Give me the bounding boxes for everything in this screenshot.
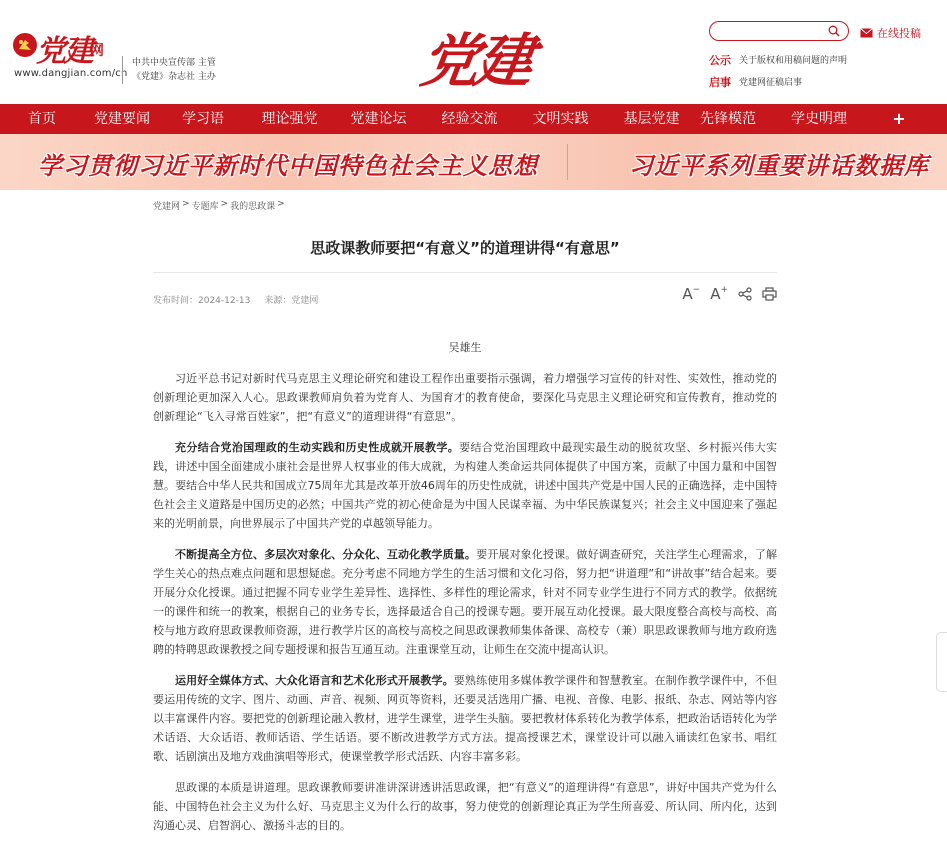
article (153, 215, 777, 847)
breadcrumb-separator: > (220, 199, 229, 209)
main-nav (0, 104, 947, 134)
notice-tag: 公示 (709, 54, 731, 67)
topic-banner (0, 134, 947, 190)
article-author: 吴雄生 (448, 341, 482, 354)
paragraph-lead: 充分结合党治国理政的生动实践和历史性成就开展教学。 (175, 441, 460, 454)
article-paragraph (153, 369, 777, 426)
notice-item[interactable] (709, 50, 847, 72)
search-input[interactable] (710, 25, 830, 43)
nav-item-history[interactable]: 学史明理 (791, 111, 847, 127)
envelope-icon (860, 28, 873, 38)
breadcrumb-home[interactable]: 党建网 (153, 202, 181, 212)
article-tools (682, 285, 777, 303)
breadcrumb-separator: > (182, 199, 190, 209)
nav-item-exchange[interactable]: 经验交流 (441, 111, 498, 127)
article-paragraph (153, 545, 777, 659)
banner-link-left[interactable]: 学习贯彻习近平新时代中国特色社会主义思想 (38, 152, 538, 180)
logo-url: www.dangjian.com/cn (14, 68, 128, 79)
nav-item-civilization[interactable]: 文明实践 (532, 111, 589, 127)
breadcrumb-topics[interactable]: 专题库 (191, 202, 219, 212)
logo-text: 党建 (36, 34, 92, 69)
paragraph-text: 思政课的本质是讲道理。思政课教师要讲准讲深讲透讲活思政课，把“有意义”的道理讲得“有意思”，讲好中国共产党为什么能、中国特色社会主义为什么好、马克思主义为什么行的故事，努力使党的创新理论真正为学生所喜爱、所认同、所内化，达到沟通心灵、启智润心、激扬斗志的目的。 (153, 781, 777, 832)
notice-text: 关于版权和用稿问题的声明 (739, 56, 848, 66)
notice-list (709, 50, 847, 94)
breadcrumb-separator: > (277, 199, 285, 209)
breadcrumb (153, 199, 285, 212)
article-source: 来源：党建网 (264, 296, 319, 306)
party-emblem-icon (12, 32, 38, 58)
print-icon[interactable] (762, 287, 777, 301)
nav-item-grassroots[interactable]: 基层党建 (623, 111, 680, 127)
nav-item-news[interactable]: 党建要闻 (94, 111, 150, 127)
logo-wang: 网 (90, 43, 104, 59)
site-header (0, 0, 947, 104)
article-meta-info (153, 293, 318, 306)
article-body (153, 369, 777, 835)
paragraph-text: 习近平总书记对新时代马克思主义理论研究和建设工程作出重要指示强调，着力增强学习宣传的针对性、实效性，推动党的创新理论更加深入人心。思政课教师肩负着为党育人、为国育才的教育使命，要深化马克思主义理论研究和宣传教育，推动党的创新理论“飞入寻常百姓家”，把“有意义”的道理讲得“有意思”。 (153, 372, 777, 423)
article-paragraph (153, 438, 777, 533)
submit-article-link[interactable] (860, 25, 921, 41)
publish-time: 发布时间：2024-12-13 (153, 296, 251, 306)
site-logo[interactable] (12, 26, 128, 84)
search-icon[interactable] (828, 25, 840, 37)
article-meta (153, 273, 777, 313)
search-box (709, 21, 849, 41)
article-paragraph (153, 671, 777, 766)
paragraph-text: 要结合党治国理政中最现实最生动的脱贫攻坚、乡村振兴伟大实践，讲述中国全面建成小康社会是世界人权事业的伟大成就，为构建人类命运共同体提供了中国方案，贡献了中国力量和中国智慧。要结合中华人民共和国成立75周年尤其是改革开放46周年的历史性成就，讲述中国共产党是中国人民的正确选择，走中国特色社会主义道路是中国历史的必然；中国共产党的初心使命是为中国人民谋幸福、为中华民族谋复兴；社会主义中国迎来了强起来的光明前景，向世界展示了中国共产党的卓越领导能力。 (153, 441, 778, 530)
breadcrumb-course[interactable]: 我的思政课 (230, 202, 276, 212)
font-decrease-label: A (682, 285, 693, 303)
nav-item-quotes[interactable]: 学习语 (182, 111, 224, 127)
font-increase-label: A (710, 285, 721, 303)
nav-item-forum[interactable]: 党建论坛 (350, 111, 407, 127)
notice-item[interactable] (709, 72, 847, 94)
nav-item-home[interactable]: 首页 (28, 111, 56, 127)
font-increase-button[interactable]: A + (710, 285, 728, 303)
paragraph-lead: 不断提高全方位、多层次对象化、分众化、互动化教学质量。 (175, 548, 477, 561)
notice-tag: 启事 (709, 76, 731, 89)
nav-item-theory[interactable]: 理论强党 (261, 111, 318, 127)
banner-link-right[interactable]: 习近平系列重要讲话数据库 (629, 152, 929, 180)
sponsor-line-1: 中共中央宣传部 主管 (132, 58, 216, 68)
paragraph-lead: 运用好全媒体方式、大众化语言和艺术化形式开展教学。 (175, 674, 454, 687)
article-title: 思政课教师要把“有意义”的道理讲得“有意思” (153, 215, 777, 273)
notice-text: 党建网征稿启事 (739, 78, 803, 88)
sponsor-line-2: 《党建》杂志社 主办 (132, 72, 216, 82)
font-decrease-button[interactable]: A − (682, 285, 701, 303)
sponsor-info (122, 56, 216, 84)
article-paragraph (153, 778, 777, 835)
paragraph-text: 要熟练使用多媒体教学课件和智慧教室。在制作教学课件中，不但要运用传统的文字、图片、动画、声音、视频、网页等资料，还要灵活选用广播、电视、音像、电影、报纸、杂志、网站等内容以丰富课件内容。要把党的创新理论融入教材，进学生课堂，进学生头脑。要把教材体系转化为教学体系，把政治话语转化为学术话语、大众话语、教师话语、学生话语。要不断改进教学方式方法。提高授课艺术，课堂设计可以融入诵读红色家书、唱红歌、话剧演出及地方戏曲演唱等形式，使课堂教学形式活跃、内容丰富多彩。 (153, 674, 778, 763)
submit-article-label: 在线投稿 (877, 27, 921, 40)
share-icon[interactable] (738, 287, 752, 301)
banner-divider (567, 144, 568, 180)
nav-more-button[interactable]: + (892, 109, 906, 128)
paragraph-text: 要开展对象化授课。做好调查研究，关注学生心理需求，了解学生关心的热点难点问题和思想疑虑。充分考虑不同地方学生的生活习惯和文化习俗，努力把“讲道理”和“讲故事”结合起来。要开展分众化授课。通过把握不同专业学生差异性、选择性、多样性的理论需求，针对不同专业学生进行不同方式的教学。依据统一的课件和统一的教案，根据自己的业务专长，选择最适合自己的授课专题。要开展互动化授课。最大限度整合高校与高校、高校与地方政府思政课教师资源，进行教学片区的高校与高校之间思政课教师集体备课、高校专（兼）职思政课教师与地方政府选聘的特聘思政课教授之间专题授课和报告互通互动。注重课堂互动，让师生在交流中提高认识。 (153, 548, 778, 656)
side-share-widget[interactable] (936, 632, 947, 692)
nav-item-models[interactable]: 先锋模范 (700, 111, 756, 127)
center-calligraphy-logo: 党建 (416, 27, 535, 95)
